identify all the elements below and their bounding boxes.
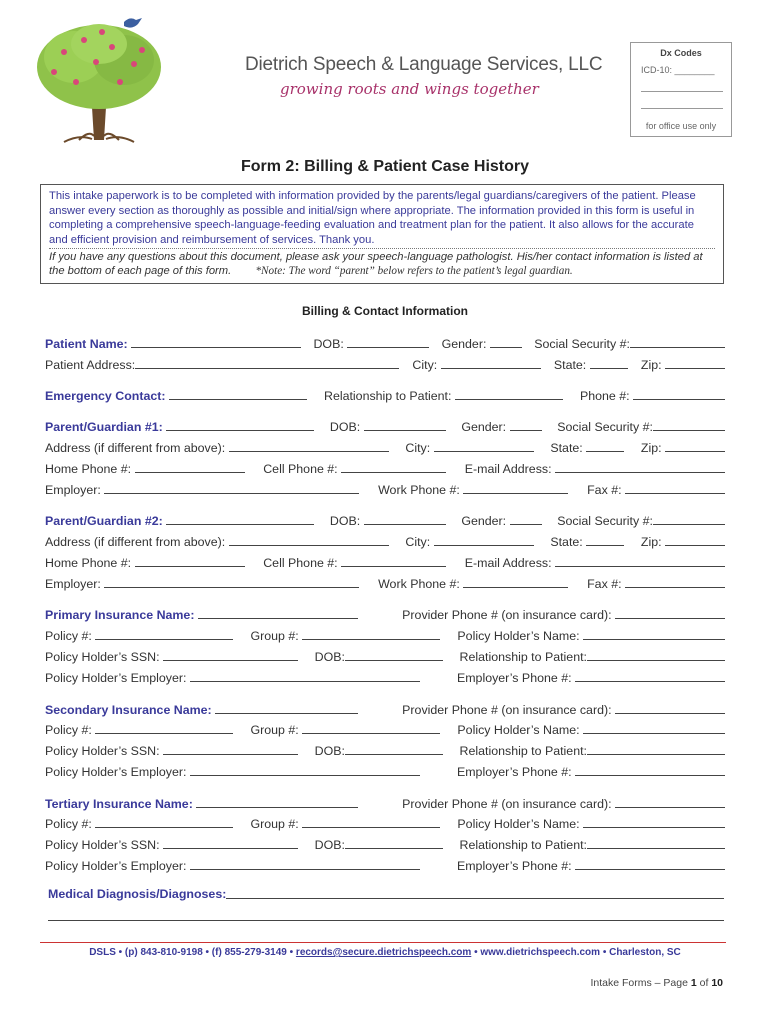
primary-ins-label: Primary Insurance Name: <box>45 608 195 622</box>
footer-contact <box>0 947 770 958</box>
state-label: State: <box>550 535 583 549</box>
email-label: E-mail Address: <box>464 462 552 476</box>
work-phone-label: Work Phone #: <box>378 577 460 591</box>
tertiary-group-field[interactable] <box>302 816 440 828</box>
parent2-row-4 <box>45 576 725 591</box>
section-title: Billing & Contact Information <box>302 304 468 318</box>
state-label: State: <box>553 358 587 372</box>
tertiary-holder-name-field[interactable] <box>583 816 725 828</box>
employer-phone-label: Employer’s Phone #: <box>456 859 572 873</box>
dx-blank-line-1[interactable] <box>641 91 723 92</box>
work-phone-label: Work Phone #: <box>378 483 460 497</box>
patient-zip-field[interactable] <box>665 357 725 369</box>
footer-email-link[interactable]: records@secure.dietrichspeech.com <box>295 947 472 958</box>
parent1-fax-field[interactable] <box>625 482 725 494</box>
policy-holder-employer-label: Policy Holder’s Employer: <box>45 765 187 779</box>
medical-dx-label: Medical Diagnosis/Diagnoses: <box>48 887 227 901</box>
emergency-contact-label: Emergency Contact: <box>45 389 166 403</box>
tertiary-holder-dob-field[interactable] <box>345 837 443 849</box>
patient-gender-field[interactable] <box>490 336 522 348</box>
fax-label: Fax #: <box>587 577 622 591</box>
dx-codes-title: Dx Codes <box>660 48 702 58</box>
policy-holder-ssn-label: Policy Holder’s SSN: <box>45 838 160 852</box>
parent2-name-field[interactable] <box>166 513 314 525</box>
zip-label: Zip: <box>640 358 662 372</box>
parent1-row-4 <box>45 482 725 497</box>
secondary-holder-ssn-field[interactable] <box>163 743 298 755</box>
parent2-dob-field[interactable] <box>364 513 446 525</box>
group-label: Group #: <box>250 629 299 643</box>
parent2-label: Parent/Guardian #2: <box>45 514 163 528</box>
secondary-holder-employer-field[interactable] <box>190 764 420 776</box>
city-label: City: <box>405 535 431 549</box>
policy-label: Policy #: <box>45 723 92 737</box>
parent2-cell-phone-field[interactable] <box>341 555 446 567</box>
ssn-label: Social Security #: <box>534 337 630 351</box>
parent2-ssn-field[interactable] <box>653 513 725 525</box>
dx-blank-line-2[interactable] <box>641 108 723 109</box>
gender-label: Gender: <box>461 514 507 528</box>
page-current: 1 <box>690 977 697 989</box>
zip-label: Zip: <box>640 441 662 455</box>
tertiary-employer-phone-field[interactable] <box>575 858 725 870</box>
secondary-ins-label: Secondary Insurance Name: <box>45 703 212 717</box>
parent1-row-1 <box>45 419 725 434</box>
parent1-state-field[interactable] <box>586 440 624 452</box>
patient-row-1 <box>45 336 725 351</box>
office-use-note: for office use only <box>645 121 717 131</box>
tertiary-holder-employer-field[interactable] <box>190 858 420 870</box>
city-label: City: <box>412 358 438 372</box>
parent2-address-field[interactable] <box>229 534 389 546</box>
secondary-holder-dob-field[interactable] <box>345 743 443 755</box>
tertiary-ins-row-1 <box>45 796 725 811</box>
page-total: 10 <box>711 977 723 989</box>
group-label: Group #: <box>250 723 299 737</box>
tertiary-ins-name-field[interactable] <box>196 796 358 808</box>
patient-city-field[interactable] <box>441 357 541 369</box>
state-label: State: <box>550 441 583 455</box>
tertiary-provider-phone-field[interactable] <box>615 796 725 808</box>
provider-phone-label: Provider Phone # (on insurance card): <box>402 703 612 717</box>
policy-label: Policy #: <box>45 629 92 643</box>
dob-label: DOB: <box>329 420 361 434</box>
address-diff-label: Address (if different from above): <box>45 535 226 549</box>
intro-box <box>40 184 724 284</box>
primary-ins-row-4 <box>45 670 725 685</box>
email-label: E-mail Address: <box>464 556 552 570</box>
parent2-zip-field[interactable] <box>665 534 725 546</box>
primary-holder-ssn-field[interactable] <box>163 649 298 661</box>
parent1-employer-field[interactable] <box>104 482 359 494</box>
parent2-row-3 <box>45 555 725 570</box>
intro-contact-text: If you have any questions about this document, please ask your speech-language pathologist. His/her contact information is listed at the bottom of each page of this form. <box>49 251 703 277</box>
relationship-label: Relationship to Patient: <box>459 650 587 664</box>
policy-holder-ssn-label: Policy Holder’s SSN: <box>45 650 160 664</box>
emergency-row <box>45 388 725 403</box>
parent2-city-field[interactable] <box>434 534 534 546</box>
tree-canopy <box>37 24 161 109</box>
gender-label: Gender: <box>461 420 507 434</box>
home-phone-label: Home Phone #: <box>45 462 132 476</box>
ssn-label: Social Security #: <box>557 420 653 434</box>
parent1-name-field[interactable] <box>166 419 314 431</box>
patient-ssn-field[interactable] <box>630 336 725 348</box>
footer-website: • www.dietrichspeech.com • Charleston, SC <box>474 947 681 958</box>
parent2-gender-field[interactable] <box>510 513 542 525</box>
intro-paragraph: This intake paperwork is to be completed with information provided by the parents/legal guardians/caregivers of the patient. Please answer every section as thoroughly as possible and initial/sign where appropriate. The information provided in this form is useful in completing a comprehensive speech-language-feeding evaluation and treatment plan for the patient. It also allows for the accurate and efficient provision and reimbursement of services. Thank you. <box>49 190 696 246</box>
parent1-email-field[interactable] <box>555 461 725 473</box>
primary-employer-phone-field[interactable] <box>575 670 725 682</box>
relationship-label: Relationship to Patient: <box>459 744 587 758</box>
dob-label: DOB: <box>329 514 361 528</box>
tertiary-holder-ssn-field[interactable] <box>163 837 298 849</box>
patient-address-field[interactable] <box>135 357 399 369</box>
parent1-dob-field[interactable] <box>364 419 446 431</box>
primary-holder-name-field[interactable] <box>583 628 725 640</box>
emergency-contact-field[interactable] <box>169 388 307 400</box>
tertiary-holder-relationship-field[interactable] <box>587 837 725 849</box>
page-of: of <box>699 977 709 989</box>
primary-policy-field[interactable] <box>95 628 233 640</box>
secondary-ins-row-3 <box>45 743 725 758</box>
policy-holder-employer-label: Policy Holder’s Employer: <box>45 671 187 685</box>
parent1-zip-field[interactable] <box>665 440 725 452</box>
medical-dx-line-2[interactable] <box>48 920 724 921</box>
secondary-group-field[interactable] <box>302 722 440 734</box>
primary-ins-name-field[interactable] <box>198 607 358 619</box>
parent1-row-3 <box>45 461 725 476</box>
company-tagline: growing roots and wings together <box>280 80 539 98</box>
company-name: Dietrich Speech & Language Services, LLC <box>245 54 603 75</box>
primary-ins-row-1 <box>45 607 725 622</box>
employer-phone-label: Employer’s Phone #: <box>456 671 572 685</box>
employer-phone-label: Employer’s Phone #: <box>456 765 572 779</box>
patient-state-field[interactable] <box>590 357 628 369</box>
primary-ins-row-3 <box>45 649 725 664</box>
policy-holder-employer-label: Policy Holder’s Employer: <box>45 859 187 873</box>
policy-holder-name-label: Policy Holder’s Name: <box>457 817 580 831</box>
phone-label: Phone #: <box>579 389 630 403</box>
dob-label: DOB: <box>313 337 344 351</box>
medical-dx-row <box>48 887 724 901</box>
bird-icon <box>124 18 142 28</box>
provider-phone-label: Provider Phone # (on insurance card): <box>402 608 612 622</box>
fax-label: Fax #: <box>587 483 622 497</box>
policy-holder-ssn-label: Policy Holder’s SSN: <box>45 744 160 758</box>
parent2-state-field[interactable] <box>586 534 624 546</box>
secondary-ins-row-2 <box>45 722 725 737</box>
parent1-city-field[interactable] <box>434 440 534 452</box>
gender-label: Gender: <box>441 337 487 351</box>
footer-divider <box>40 942 726 943</box>
address-diff-label: Address (if different from above): <box>45 441 226 455</box>
page-prefix: Intake Forms – Page <box>590 977 688 989</box>
dob-label: DOB: <box>314 838 345 852</box>
parent1-cell-phone-field[interactable] <box>341 461 446 473</box>
parent1-label: Parent/Guardian #1: <box>45 420 163 434</box>
tertiary-ins-row-3 <box>45 837 725 852</box>
medical-dx-field[interactable] <box>226 887 724 899</box>
secondary-employer-phone-field[interactable] <box>575 764 725 776</box>
parent1-home-phone-field[interactable] <box>135 461 245 473</box>
tertiary-policy-field[interactable] <box>95 816 233 828</box>
primary-holder-dob-field[interactable] <box>345 649 443 661</box>
intro-contact <box>49 250 715 278</box>
icd-10-field[interactable]: ICD-10: ________ <box>641 65 715 75</box>
primary-group-field[interactable] <box>302 628 440 640</box>
tree-logo <box>24 12 174 144</box>
primary-provider-phone-field[interactable] <box>615 607 725 619</box>
patient-dob-field[interactable] <box>347 336 429 348</box>
footer-phones: DSLS • (p) 843-810-9198 • (f) 855-279-3149 • <box>89 947 294 958</box>
zip-label: Zip: <box>640 535 662 549</box>
provider-phone-label: Provider Phone # (on insurance card): <box>402 797 612 811</box>
parent2-work-phone-field[interactable] <box>463 576 568 588</box>
primary-ins-row-2 <box>45 628 725 643</box>
patient-name-field[interactable] <box>131 336 301 348</box>
secondary-ins-row-4 <box>45 764 725 779</box>
dob-label: DOB: <box>314 744 345 758</box>
relationship-label: Relationship to Patient: <box>459 838 587 852</box>
parent2-email-field[interactable] <box>555 555 725 567</box>
primary-holder-relationship-field[interactable] <box>587 649 725 661</box>
parent2-row-1 <box>45 513 725 528</box>
page-indicator <box>540 977 723 989</box>
policy-holder-name-label: Policy Holder’s Name: <box>457 723 580 737</box>
intro-note: *Note: The word “parent” below refers to the patient’s legal guardian. <box>255 265 573 277</box>
relationship-label: Relationship to Patient: <box>324 389 452 403</box>
primary-holder-employer-field[interactable] <box>190 670 420 682</box>
group-label: Group #: <box>250 817 299 831</box>
ssn-label: Social Security #: <box>557 514 653 528</box>
policy-holder-name-label: Policy Holder’s Name: <box>457 629 580 643</box>
emergency-phone-field[interactable] <box>633 388 725 400</box>
secondary-provider-phone-field[interactable] <box>615 702 725 714</box>
parent2-row-2 <box>45 534 725 549</box>
emergency-relationship-field[interactable] <box>455 388 563 400</box>
dx-codes-box <box>630 42 732 137</box>
parent2-home-phone-field[interactable] <box>135 555 245 567</box>
secondary-holder-name-field[interactable] <box>583 722 725 734</box>
tertiary-ins-row-4 <box>45 858 725 873</box>
parent2-employer-field[interactable] <box>104 576 359 588</box>
intro-divider <box>49 248 715 249</box>
parent1-ssn-field[interactable] <box>653 419 725 431</box>
patient-row-2 <box>45 357 725 372</box>
parent1-work-phone-field[interactable] <box>463 482 568 494</box>
home-phone-label: Home Phone #: <box>45 556 132 570</box>
parent1-gender-field[interactable] <box>510 419 542 431</box>
parent1-row-2 <box>45 440 725 455</box>
secondary-ins-name-field[interactable] <box>215 702 358 714</box>
tertiary-ins-label: Tertiary Insurance Name: <box>45 797 193 811</box>
secondary-holder-relationship-field[interactable] <box>587 743 725 755</box>
employer-label: Employer: <box>45 483 101 497</box>
parent2-fax-field[interactable] <box>625 576 725 588</box>
secondary-ins-row-1 <box>45 702 725 717</box>
policy-label: Policy #: <box>45 817 92 831</box>
parent1-address-field[interactable] <box>229 440 389 452</box>
patient-name-label: Patient Name: <box>45 337 128 351</box>
cell-phone-label: Cell Phone #: <box>263 556 338 570</box>
dob-label: DOB: <box>314 650 345 664</box>
employer-label: Employer: <box>45 577 101 591</box>
city-label: City: <box>405 441 431 455</box>
tertiary-ins-row-2 <box>45 816 725 831</box>
cell-phone-label: Cell Phone #: <box>263 462 338 476</box>
patient-address-label: Patient Address: <box>45 358 136 372</box>
secondary-policy-field[interactable] <box>95 722 233 734</box>
form-title: Form 2: Billing & Patient Case History <box>240 158 530 175</box>
